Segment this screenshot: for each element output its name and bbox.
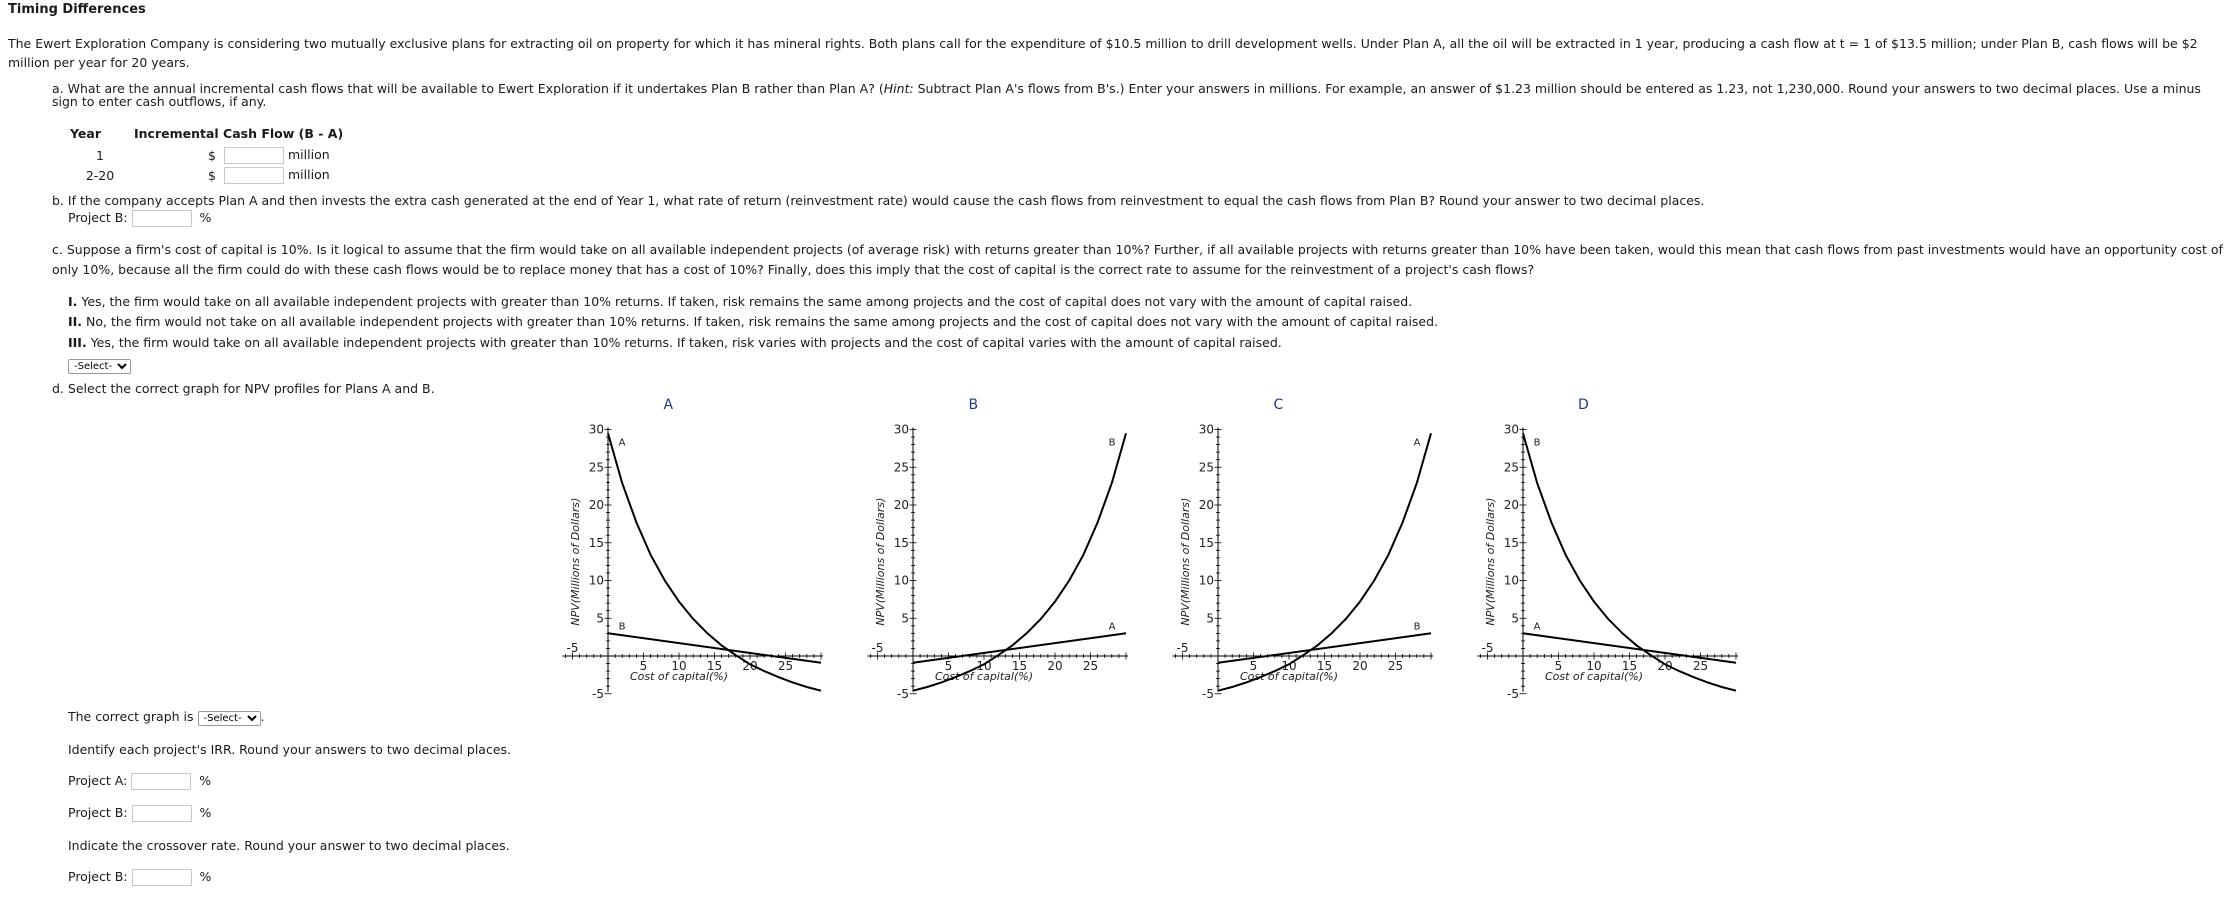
y-tick-label: 30 bbox=[1198, 422, 1214, 437]
y-tick-label: 10 bbox=[893, 573, 909, 588]
part-a-hint-label: Hint: bbox=[883, 81, 914, 96]
option-numeral: III. bbox=[68, 335, 87, 350]
y-tick-label: 30 bbox=[1503, 422, 1519, 437]
y-tick-label: 5 bbox=[1511, 611, 1519, 626]
option-text: No, the firm would not take on all available independent projects with greater than 10% returns. If taken, risk remains the same among projects and the cost of capital does not vary with the amount of capital raised. bbox=[86, 314, 1439, 329]
x-tick-label: 15 bbox=[706, 659, 723, 673]
table-header-row bbox=[68, 124, 351, 145]
x-tick-label: 5 bbox=[639, 659, 648, 673]
correct-graph-label: The correct graph is bbox=[68, 709, 194, 724]
series-line-b bbox=[913, 433, 1126, 690]
correct-graph-row bbox=[68, 709, 264, 726]
part-b-label: Project B: bbox=[68, 210, 128, 225]
y-tick-label: 25 bbox=[1503, 460, 1519, 475]
part-c-letter: c. bbox=[52, 242, 63, 257]
y-tick-label: 5 bbox=[901, 611, 909, 626]
y-tick-label: 25 bbox=[1198, 460, 1214, 475]
row-unit: million bbox=[288, 146, 330, 162]
row-year: 2-20 bbox=[85, 167, 115, 183]
correct-graph-select[interactable] bbox=[198, 711, 261, 726]
y-tick-label: -5 bbox=[1202, 686, 1214, 701]
row-unit: million bbox=[288, 166, 330, 182]
y-tick-label: 15 bbox=[1198, 535, 1214, 550]
x-tick-label: 25 bbox=[1082, 659, 1099, 673]
irr-b-row bbox=[68, 805, 211, 822]
graph-title: C bbox=[1273, 397, 1284, 413]
x-axis-label: Cost of capital(%) bbox=[629, 670, 729, 683]
x-tick-label: 15 bbox=[1011, 659, 1028, 673]
table-row bbox=[68, 165, 351, 185]
irr-instruction: Identify each project's IRR. Round your answers to two decimal places. bbox=[68, 742, 512, 757]
x-tick-label: 10 bbox=[1586, 659, 1602, 673]
correct-graph-suffix: . bbox=[260, 709, 265, 724]
part-a-letter: a. bbox=[52, 81, 64, 96]
x-tick-label: -5 bbox=[871, 641, 884, 655]
crossover-row bbox=[68, 869, 211, 886]
irr-a-row bbox=[68, 773, 211, 790]
x-tick-label: 20 bbox=[1047, 659, 1063, 673]
x-axis-label: Cost of capital(%) bbox=[934, 670, 1034, 683]
y-axis-label: NPV(Millions of Dollars) bbox=[1484, 497, 1497, 626]
x-axis-label: Cost of capital(%) bbox=[1239, 670, 1339, 683]
irr-b-label: Project B: bbox=[68, 805, 128, 820]
percent-unit: % bbox=[199, 773, 212, 788]
percent-unit: % bbox=[199, 805, 212, 820]
series-label: A bbox=[1108, 621, 1116, 633]
x-tick-label: 20 bbox=[1657, 659, 1673, 673]
y-tick-label: 20 bbox=[1198, 498, 1214, 512]
incremental-cash-flow-table bbox=[68, 124, 351, 185]
x-tick-label: 25 bbox=[1692, 659, 1709, 673]
y-tick-label: 5 bbox=[1206, 611, 1214, 626]
y-tick-label: 30 bbox=[893, 422, 909, 437]
percent-unit: % bbox=[199, 210, 212, 225]
y-tick-label: 5 bbox=[596, 611, 604, 626]
npv-graph-c[interactable] bbox=[1173, 397, 1434, 701]
cash-flow-year-1-input[interactable] bbox=[224, 147, 284, 164]
part-b-letter: b. bbox=[52, 193, 64, 208]
crossover-input[interactable] bbox=[132, 869, 192, 886]
irr-a-label: Project A: bbox=[68, 773, 128, 788]
percent-unit: % bbox=[199, 869, 212, 884]
graph-title: A bbox=[663, 397, 674, 413]
y-tick-label: 15 bbox=[1503, 535, 1519, 550]
y-tick-label: 10 bbox=[588, 573, 604, 588]
part-b-answer-row bbox=[68, 210, 211, 227]
series-line-a bbox=[1218, 433, 1431, 690]
x-tick-label: 5 bbox=[944, 659, 953, 673]
col-flow-header: Incremental Cash Flow (B - A) bbox=[134, 126, 344, 141]
row-currency: $ bbox=[208, 167, 216, 183]
part-b-text: If the company accepts Plan A and then invests the extra cash generated at the end of Year 1, what rate of return (reinvestment rate) would cause the cash flows from reinvestment to equal the cash flows from Plan B? Round your answer to two decimal places. bbox=[67, 193, 1705, 208]
part-c-question bbox=[52, 240, 2224, 280]
y-tick-label: -5 bbox=[592, 686, 604, 701]
part-c-option-2 bbox=[68, 313, 1438, 331]
x-tick-label: 15 bbox=[1621, 659, 1638, 673]
problem-intro: The Ewert Exploration Company is considering two mutually exclusive plans for extracting oil on property for which it has mineral rights. Both plans call for the expenditure of $10.5 million to drill development wells. Under Plan A, all the oil will be extracted in 1 year, producing a cash flow at t = 1 of $13.5 million; under Plan B, cash flows will be $2 million per year for 20 years. bbox=[8, 36, 2198, 70]
series-line-b bbox=[1523, 433, 1736, 690]
series-label: B bbox=[1413, 621, 1421, 633]
series-label: B bbox=[1533, 437, 1541, 449]
npv-graph-a[interactable] bbox=[563, 397, 824, 701]
part-c-answer-select[interactable] bbox=[68, 359, 131, 374]
x-axis-label: Cost of capital(%) bbox=[1544, 670, 1644, 683]
irr-a-input[interactable] bbox=[131, 773, 191, 790]
y-tick-label: 10 bbox=[1198, 573, 1214, 588]
npv-graph-d[interactable] bbox=[1478, 397, 1739, 701]
y-tick-label: 30 bbox=[588, 422, 604, 437]
part-d-text: Select the correct graph for NPV profiles for Plans A and B. bbox=[67, 381, 435, 396]
y-tick-label: 15 bbox=[893, 535, 909, 550]
option-numeral: I. bbox=[68, 294, 78, 309]
table-row bbox=[68, 145, 351, 165]
y-tick-label: 20 bbox=[588, 498, 604, 512]
x-tick-label: 25 bbox=[777, 659, 794, 673]
npv-graphs bbox=[548, 392, 1768, 701]
part-c-select-wrap bbox=[68, 357, 131, 374]
page-title: Timing Differences bbox=[8, 2, 146, 17]
y-axis-label: NPV(Millions of Dollars) bbox=[1179, 497, 1192, 626]
x-tick-label: 20 bbox=[1352, 659, 1368, 673]
y-tick-label: 25 bbox=[893, 460, 909, 475]
x-tick-label: 15 bbox=[1316, 659, 1333, 673]
irr-b-input[interactable] bbox=[132, 805, 192, 822]
x-tick-label: 20 bbox=[742, 659, 758, 673]
option-numeral: II. bbox=[68, 314, 83, 329]
crossover-instruction: Indicate the crossover rate. Round your answer to two decimal places. bbox=[68, 838, 510, 853]
x-tick-label: -5 bbox=[1481, 641, 1494, 655]
series-label: A bbox=[618, 437, 626, 449]
y-tick-label: 10 bbox=[1503, 573, 1519, 588]
x-tick-label: 5 bbox=[1249, 659, 1258, 673]
series-label: A bbox=[1533, 621, 1541, 633]
reinvestment-rate-input[interactable] bbox=[132, 210, 192, 227]
x-tick-label: 5 bbox=[1554, 659, 1563, 673]
graph-title: D bbox=[1577, 397, 1589, 413]
row-year: 1 bbox=[96, 147, 104, 163]
part-b-question bbox=[52, 193, 2222, 208]
x-tick-label: 10 bbox=[671, 659, 687, 673]
crossover-label: Project B: bbox=[68, 869, 128, 884]
x-tick-label: 25 bbox=[1387, 659, 1404, 673]
y-tick-label: 25 bbox=[588, 460, 604, 475]
col-year-header: Year bbox=[70, 126, 101, 141]
series-label: B bbox=[618, 621, 626, 633]
y-tick-label: 20 bbox=[1503, 498, 1519, 512]
option-text: Yes, the firm would take on all available independent projects with greater than 10% returns. If taken, risk varies with projects and the cost of capital varies with the amount of capital raised. bbox=[90, 335, 1282, 350]
series-line-a bbox=[608, 433, 821, 690]
y-tick-label: 15 bbox=[588, 535, 604, 550]
series-label: B bbox=[1108, 437, 1116, 449]
graph-title: B bbox=[968, 397, 979, 413]
part-c-option-3 bbox=[68, 334, 1282, 352]
y-tick-label: 20 bbox=[893, 498, 909, 512]
part-a-text-post: Subtract Plan A's flows from B's.) Enter your answers in millions. For example, an answer of $1.23 million should be entered as 1.23, not 1,230,000. Round your answers to two decimal places. Use a minus sign to enter cash outflows, if any. bbox=[52, 81, 2201, 109]
part-a-question bbox=[52, 82, 2222, 108]
part-d-question bbox=[52, 381, 435, 396]
y-axis-label: NPV(Millions of Dollars) bbox=[569, 497, 582, 626]
y-tick-label: -5 bbox=[1507, 686, 1519, 701]
part-d-letter: d. bbox=[52, 381, 64, 396]
x-tick-label: -5 bbox=[566, 641, 579, 655]
row-currency: $ bbox=[208, 147, 216, 163]
x-tick-label: -5 bbox=[1176, 641, 1189, 655]
npv-graph-b[interactable] bbox=[868, 397, 1129, 701]
part-a-text-pre: What are the annual incremental cash flows that will be available to Ewert Exploration if it undertakes Plan B rather than Plan A? ( bbox=[67, 81, 884, 96]
y-tick-label: -5 bbox=[897, 686, 909, 701]
part-c-option-1 bbox=[68, 293, 1412, 311]
x-tick-label: 10 bbox=[976, 659, 992, 673]
cash-flow-year-2-20-input[interactable] bbox=[224, 167, 284, 184]
series-label: A bbox=[1413, 437, 1421, 449]
option-text: Yes, the firm would take on all available independent projects with greater than 10% returns. If taken, risk remains the same among projects and the cost of capital does not vary with the amount of capital raised. bbox=[81, 294, 1413, 309]
part-c-text: Suppose a firm's cost of capital is 10%. Is it logical to assume that the firm would take on all available independent projects (of average risk) with returns greater than 10%? Further, if all available projects with returns greater than 10% have been taken, would this mean that cash flows from past investments would have an opportunity cost of only 10%, because all the firm could do with these cash flows would be to replace money that has a cost of 10%? Finally, does this imply that the cost of capital is the correct rate to assume for the reinvestment of a project's cash flows? bbox=[52, 242, 2223, 277]
x-tick-label: 10 bbox=[1281, 659, 1297, 673]
y-axis-label: NPV(Millions of Dollars) bbox=[874, 497, 887, 626]
